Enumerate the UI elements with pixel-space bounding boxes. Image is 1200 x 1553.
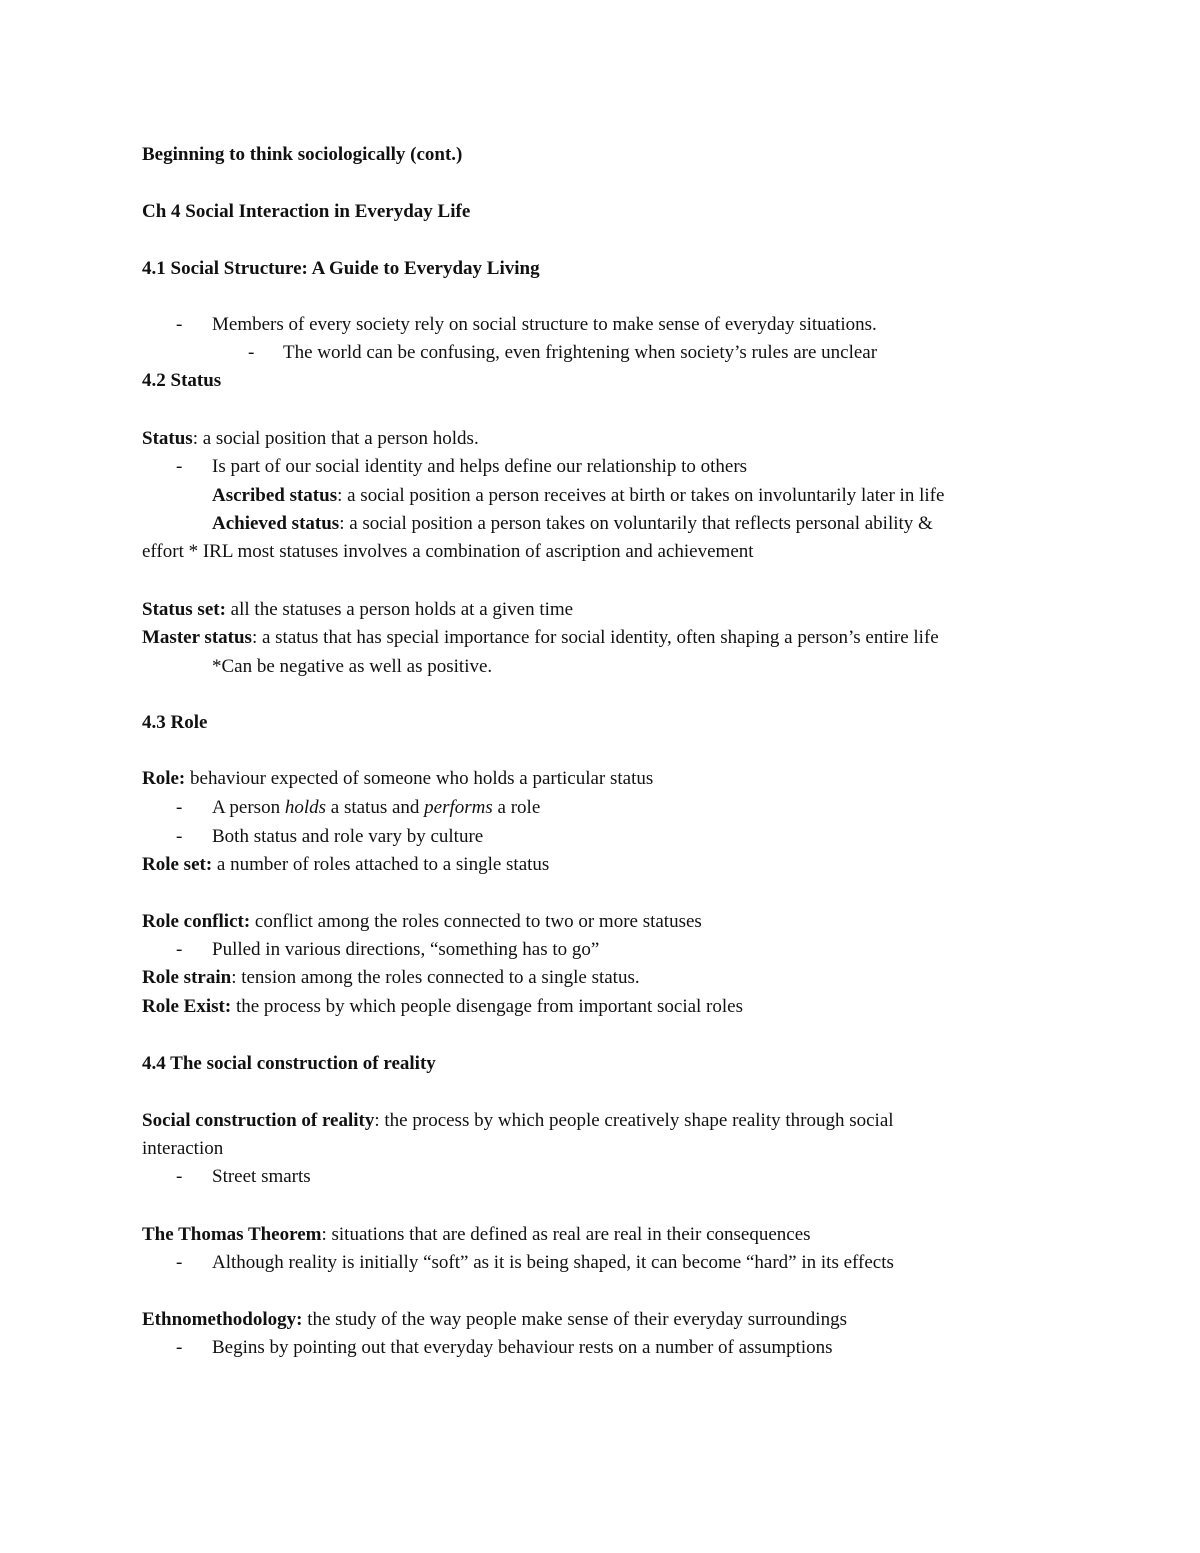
emphasis-performs: performs: [424, 797, 493, 818]
bullet-dash: -: [248, 342, 255, 363]
definition-ethnomethodology: [142, 1308, 847, 1332]
bullet-dash: -: [176, 1166, 183, 1187]
term: Role set:: [142, 854, 213, 875]
text-run: a status and: [326, 797, 425, 818]
definition-text: : a social position a person takes on voluntarily that reflects personal ability &: [339, 513, 933, 534]
text-run: A person: [212, 797, 285, 818]
bullet-text: Pulled in various directions, “something has to go”: [212, 939, 600, 960]
term: The Thomas Theorem: [142, 1224, 322, 1245]
bullet-text: Both status and role vary by culture: [212, 826, 484, 847]
bullet-dash: -: [176, 456, 183, 477]
bullet-text: Street smarts: [212, 1166, 311, 1187]
definition-role-set: [142, 853, 549, 877]
section-heading-4-3: 4.3 Role: [142, 712, 208, 733]
bullet-text: Begins by pointing out that everyday behaviour rests on a number of assumptions: [212, 1337, 833, 1358]
definition-text: : a social position that a person holds.: [192, 428, 479, 449]
definition-text: : a status that has special importance for social identity, often shaping a person’s entire life: [251, 627, 939, 648]
bullet-dash: -: [176, 797, 183, 818]
term: Master status: [142, 627, 252, 648]
definition-text: : a social position a person receives at birth or takes on involuntarily later in life: [337, 485, 945, 506]
definition-text: behaviour expected of someone who holds a particular status: [185, 768, 654, 789]
definition-text: conflict among the roles connected to two or more statuses: [250, 911, 702, 932]
term: Role conflict:: [142, 911, 251, 932]
term: Achieved status: [212, 513, 340, 534]
bullet-dash: -: [176, 314, 183, 335]
bullet-text: Is part of our social identity and helps define our relationship to others: [212, 456, 748, 477]
chapter-heading: Ch 4 Social Interaction in Everyday Life: [142, 201, 471, 222]
definition-status: [142, 427, 479, 451]
bullet-text: [212, 796, 540, 820]
term: Role strain: [142, 967, 232, 988]
definition-text: a number of roles attached to a single status: [212, 854, 550, 875]
definition-text: the process by which people disengage from important social roles: [231, 996, 743, 1017]
term: Status: [142, 428, 193, 449]
definition-role-conflict: [142, 910, 702, 934]
definition-text: : tension among the roles connected to a single status.: [231, 967, 640, 988]
text-run: a role: [492, 797, 541, 818]
document-title: Beginning to think sociologically (cont.): [142, 144, 463, 165]
definition-master-status: [142, 626, 939, 650]
definition-ascribed-status: [212, 484, 944, 508]
definition-role-strain: [142, 966, 640, 990]
bullet-dash: -: [176, 1252, 183, 1273]
definition-text: the study of the way people make sense of their everyday surroundings: [302, 1309, 847, 1330]
bullet-text: Members of every society rely on social structure to make sense of everyday situations.: [212, 314, 877, 335]
definition-status-set: [142, 598, 573, 622]
definition-text: : situations that are defined as real are real in their consequences: [321, 1224, 811, 1245]
term: Ethnomethodology:: [142, 1309, 303, 1330]
definition-text: : the process by which people creatively shape reality through social: [374, 1110, 894, 1131]
definition-role: [142, 767, 653, 791]
term: Role:: [142, 768, 186, 789]
term: Social construction of reality: [142, 1110, 375, 1131]
definition-thomas-theorem: [142, 1223, 811, 1247]
definition-role-exit: [142, 995, 743, 1019]
term: Role Exist:: [142, 996, 232, 1017]
definition-achieved-status: [212, 512, 933, 536]
bullet-text: Although reality is initially “soft” as it is being shaped, it can become “hard” in its effects: [212, 1252, 894, 1273]
definition-social-construction: [142, 1109, 894, 1133]
section-heading-4-1: 4.1 Social Structure: A Guide to Everyday Living: [142, 258, 540, 279]
term: Status set:: [142, 599, 226, 620]
section-heading-4-4: 4.4 The social construction of reality: [142, 1053, 436, 1074]
emphasis-holds: holds: [284, 797, 327, 818]
definition-continuation: effort * IRL most statuses involves a combination of ascription and achievement: [142, 541, 754, 562]
definition-continuation: interaction: [142, 1138, 224, 1159]
bullet-dash: -: [176, 939, 183, 960]
term: Ascribed status: [212, 485, 338, 506]
definition-text: all the statuses a person holds at a given time: [225, 599, 574, 620]
section-heading-4-2: 4.2 Status: [142, 370, 222, 391]
note-text: *Can be negative as well as positive.: [212, 656, 493, 677]
sub-bullet-text: The world can be confusing, even frightening when society’s rules are unclear: [283, 342, 878, 363]
bullet-dash: -: [176, 1337, 183, 1358]
bullet-dash: -: [176, 826, 183, 847]
